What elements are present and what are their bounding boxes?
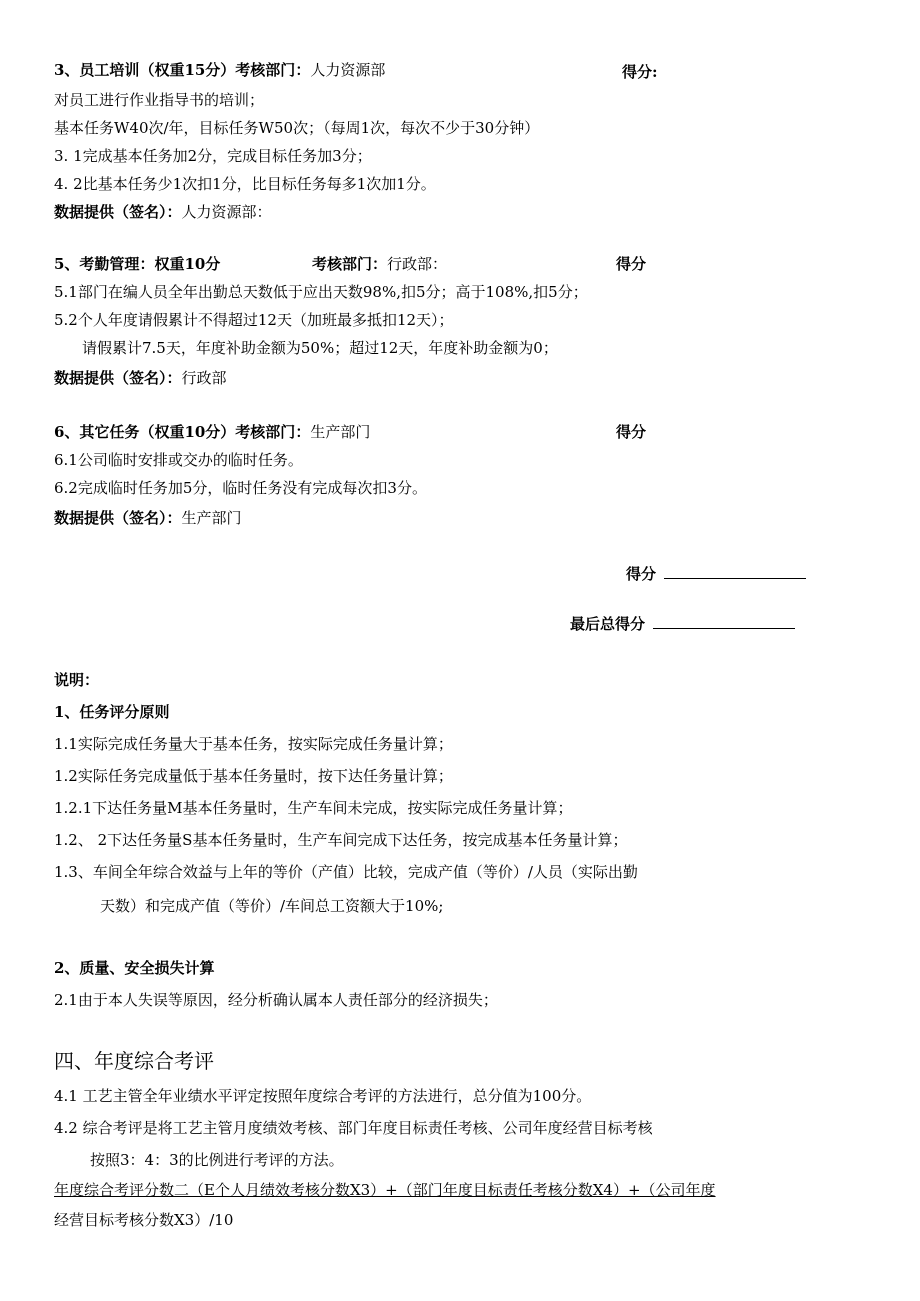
section-5-data-provider: 数据提供（签名）：行政部	[54, 369, 227, 387]
section-4-line: 按照3：4：3的比例进行考评的方法。	[90, 1151, 344, 1169]
section-5-line: 5.1部门在编人员全年出勤总天数低于应出天数98%,扣5分；高于108%,扣5分；	[54, 283, 588, 301]
section-4-line: 4.1 工艺主管全年业绩水平评定按照年度综合考评的方法进行，总分值为100分。	[54, 1087, 592, 1105]
section-5-line: 5.2个人年度请假累计不得超过12天（加班最多抵扣12天）；	[54, 311, 454, 329]
section-3-line: 基本任务W40次/年，目标任务W50次；（每周1次，每次不少于30分钟）	[54, 119, 540, 137]
notes-line: 1.2.1下达任务量M基本任务量时，生产车间未完成，按实际完成任务量计算；	[54, 799, 573, 817]
section-3-line: 对员工进行作业指导书的培训；	[54, 91, 265, 109]
section-3-data-provider: 数据提供（签名）：人力资源部：	[54, 203, 272, 221]
section-5-line: 请假累计7.5天，年度补助金额为50%；超过12天，年度补助金额为0；	[82, 339, 558, 357]
notes-title: 说明：	[54, 671, 100, 689]
notes-line: 2.1由于本人失误等原因，经分析确认属本人责任部分的经济损失；	[54, 991, 498, 1009]
section-3-score-label: 得分:	[622, 63, 658, 81]
notes-line: 1.2、 2下达任务量S基本任务量时，生产车间完成下达任务，按完成基本任务量计算；	[54, 831, 628, 849]
formula-line: 年度综合考评分数二（E个人月绩效考核分数X3）+（部门年度目标责任考核分数X4）+（公司年度	[54, 1181, 716, 1199]
section-5-heading: 5、考勤管理：权重10分	[54, 255, 221, 273]
section-4-line: 4.2 综合考评是将工艺主管月度绩效考核、部门年度目标责任考核、公司年度经营目标考核	[54, 1119, 653, 1137]
notes-heading-2: 2、质量、安全损失计算	[54, 959, 215, 977]
notes-line: 1.3、车间全年综合效益与上年的等价（产值）比较，完成产值（等价）/人员（实际出勤	[54, 863, 638, 881]
section-3-heading: 3、员工培训（权重15分）考核部门：人力资源部	[54, 61, 386, 79]
section-3-line: 3. 1完成基本任务加2分，完成目标任务加3分；	[54, 147, 372, 165]
section-6-heading: 6、其它任务（权重10分）考核部门：生产部门	[54, 423, 371, 441]
section-5-score-label: 得分	[616, 255, 647, 273]
score-total-row: 得分	[626, 564, 806, 584]
notes-line: 天数）和完成产值（等价）/车间总工资额大于10%;	[100, 897, 444, 915]
final-score-blank[interactable]	[653, 614, 795, 629]
score-blank[interactable]	[664, 564, 806, 579]
section-6-data-provider: 数据提供（签名）：生产部门	[54, 509, 242, 527]
final-total-row: 最后总得分	[570, 614, 795, 634]
section-6-line: 6.2完成临时任务加5分，临时任务没有完成每次扣3分。	[54, 479, 427, 497]
section-4-heading: 四、年度综合考评	[54, 1049, 214, 1073]
notes-line: 1.2实际任务完成量低于基本任务量时，按下达任务量计算；	[54, 767, 453, 785]
notes-heading-1: 1、任务评分原则	[54, 703, 170, 721]
formula-line: 经营目标考核分数X3）/10	[54, 1211, 234, 1229]
section-6-score-label: 得分	[616, 423, 647, 441]
section-6-line: 6.1公司临时安排或交办的临时任务。	[54, 451, 303, 469]
notes-line: 1.1实际完成任务量大于基本任务，按实际完成任务量计算；	[54, 735, 453, 753]
section-3-line: 4. 2比基本任务少1次扣1分，比目标任务每多1次加1分。	[54, 175, 436, 193]
section-5-dept: 考核部门：行政部：	[312, 255, 448, 273]
